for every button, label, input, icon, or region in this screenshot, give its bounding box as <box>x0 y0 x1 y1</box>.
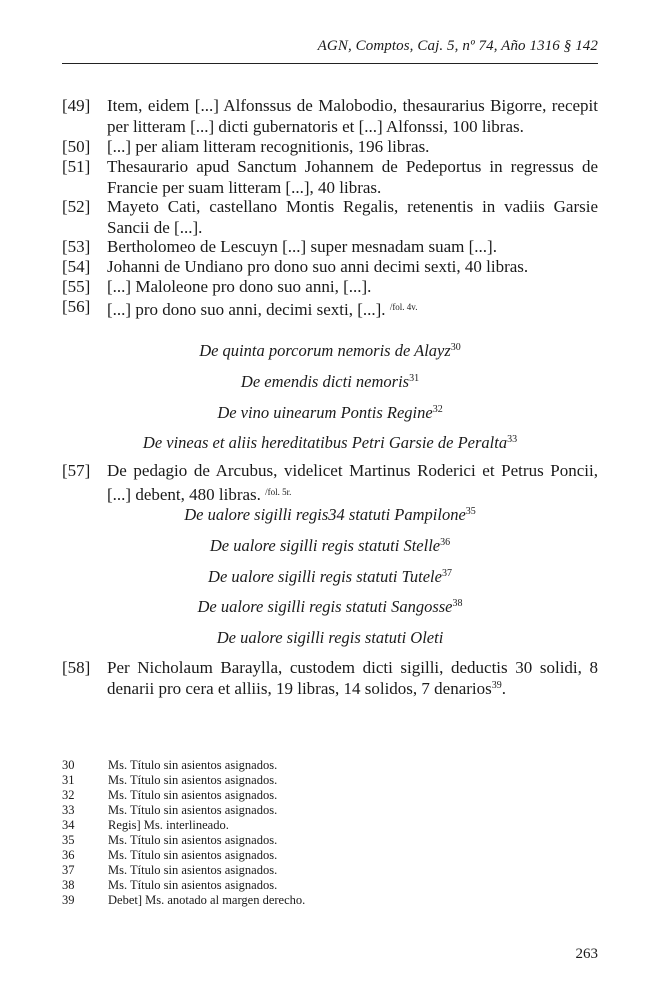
entry-number: [50] <box>62 137 91 156</box>
footnote-ref: 37 <box>441 568 452 579</box>
footnote-ref: 38 <box>452 598 463 609</box>
entry-number: [55] <box>62 277 91 296</box>
heading-text: De emendis dicti nemoris <box>240 372 410 391</box>
folio-mark: /fol. 5r. <box>265 486 292 497</box>
footnote <box>62 863 598 878</box>
entry-text: Per Nicholaum Baraylla, custodem dicti sigilli, deductis 30 solidi, 8 denarii pro cera et alliis, 19 libras, 14 solidos, 7 denarios <box>107 658 598 698</box>
footnote <box>62 893 598 908</box>
footnote-text: Ms. Título sin asientos asignados. <box>108 773 278 787</box>
footnote-number: 36 <box>62 848 75 862</box>
entry-51 <box>62 157 598 198</box>
entry-number: [56] <box>62 297 91 316</box>
section-heading <box>62 433 598 453</box>
footnote-ref: 36 <box>440 537 451 548</box>
section-heading <box>62 628 598 648</box>
entry-text: [...] Maloleone pro dono suo anni, [...]. <box>107 277 372 296</box>
footnote-text: Ms. Título sin asientos asignados. <box>108 788 278 802</box>
footnote-ref: 32 <box>432 404 443 415</box>
entry-56 <box>62 297 598 321</box>
footnote <box>62 878 598 893</box>
section-heading <box>62 597 598 617</box>
entry-number: [57] <box>62 461 91 480</box>
section-heading <box>62 372 598 392</box>
entry-text: [...] pro dono suo anni, decimi sexti, [...]. <box>107 300 386 319</box>
footnote-text: Ms. Título sin asientos asignados. <box>108 863 278 877</box>
entry-text: De pedagio de Arcubus, videlicet Martinus Roderici et Petrus Poncii,[...] debent, 480 libras. <box>107 461 598 504</box>
footnote-number: 32 <box>62 788 75 802</box>
entry-58 <box>62 658 598 699</box>
entry-text-wrapper <box>107 297 598 321</box>
entry-text: Item, eidem [...] Alfonssus de Malobodio, thesaurarius Bigorre, recepit per litteram [...] dicti gubernatoris et [...] Alfonssi, 100 libras. <box>107 96 598 136</box>
header-rule <box>62 63 598 64</box>
entry-text: Johanni de Undiano pro dono suo anni decimi sexti, 40 libras. <box>107 257 529 276</box>
folio-mark: /fol. 4v. <box>389 302 418 312</box>
entry-57 <box>62 461 598 505</box>
section-heading <box>62 505 598 525</box>
heading-text: De quinta porcorum nemoris de Alayz <box>199 341 451 360</box>
entry-number: [49] <box>62 96 91 115</box>
entry-text-wrapper <box>107 461 598 505</box>
entry-number: [52] <box>62 197 91 216</box>
footnote-text: Regis] Ms. interlineado. <box>108 818 229 832</box>
heading-text: De ualore sigilli regis statuti Stelle <box>209 536 441 555</box>
footnote-number: 33 <box>62 803 75 817</box>
footnote-number: 38 <box>62 878 75 892</box>
heading-text: De ualore sigilli regis statuti Oleti <box>216 628 444 647</box>
footnote <box>62 833 598 848</box>
page-number: 263 <box>575 946 598 962</box>
footnote-number: 31 <box>62 773 75 787</box>
footnote-number: 39 <box>62 893 75 907</box>
heading-text: De vineas et aliis hereditatibus Petri Garsie de Peralta <box>142 433 508 452</box>
heading-text: De vino uinearum Pontis Regine <box>217 403 433 422</box>
heading-text: De ualore sigilli regis34 statuti Pampilone <box>184 505 466 524</box>
entry-text: Thesaurario apud Sanctum Johannem de Pedeportus in regressus de Francie per suam litteram [...], 40 libras. <box>107 157 598 197</box>
footnote-number: 30 <box>62 758 75 772</box>
footnote <box>62 803 598 818</box>
entry-50 <box>62 137 598 158</box>
footnote <box>62 788 598 803</box>
section-heading <box>62 536 598 556</box>
footnote <box>62 848 598 863</box>
entry-number: [51] <box>62 157 91 176</box>
footnote-number: 34 <box>62 818 75 832</box>
footnote-text: Ms. Título sin asientos asignados. <box>108 803 278 817</box>
entry-49 <box>62 96 598 137</box>
heading-text: De ualore sigilli regis statuti Tutele <box>208 567 442 586</box>
entry-52 <box>62 197 598 238</box>
entry-number: [53] <box>62 237 91 256</box>
footnote <box>62 818 598 833</box>
entry-end: . <box>501 678 507 698</box>
footnote-number: 35 <box>62 833 75 847</box>
entry-55 <box>62 277 598 298</box>
footnote-text: Ms. Título sin asientos asignados. <box>108 758 278 772</box>
entry-text: Bertholomeo de Lescuyn [...] super mesnadam suam [...]. <box>107 237 497 256</box>
entry-number: [58] <box>62 658 91 677</box>
entry-number: [54] <box>62 257 91 276</box>
entry-53 <box>62 237 598 258</box>
footnote <box>62 773 598 788</box>
entry-text: Mayeto Cati, castellano Montis Regalis, retenentis in vadiis Garsie Sancii de [...]. <box>107 197 598 237</box>
footnote-number: 37 <box>62 863 75 877</box>
footnote-ref: 33 <box>507 434 518 445</box>
footnote-ref: 30 <box>450 342 461 353</box>
entry-text: [...] per aliam litteram recognitionis, 196 libras. <box>107 137 430 156</box>
entry-text-wrapper <box>107 658 598 699</box>
footnote-text: Ms. Título sin asientos asignados. <box>108 833 278 847</box>
footnote <box>62 758 598 773</box>
section-heading <box>62 341 598 361</box>
section-heading <box>62 567 598 587</box>
footnote-ref: 35 <box>465 506 476 517</box>
footnote-ref: 39 <box>491 679 502 691</box>
section-heading <box>62 403 598 423</box>
footnote-text: Ms. Título sin asientos asignados. <box>108 848 278 862</box>
footnote-text: Ms. Título sin asientos asignados. <box>108 878 278 892</box>
entry-54 <box>62 257 598 278</box>
running-head: AGN, Comptos, Caj. 5, nº 74, Año 1316 § 142 <box>317 38 598 54</box>
footnote-text: Debet] Ms. anotado al margen derecho. <box>108 893 306 907</box>
footnote-ref: 31 <box>409 373 420 384</box>
heading-text: De ualore sigilli regis statuti Sangosse <box>197 597 453 616</box>
